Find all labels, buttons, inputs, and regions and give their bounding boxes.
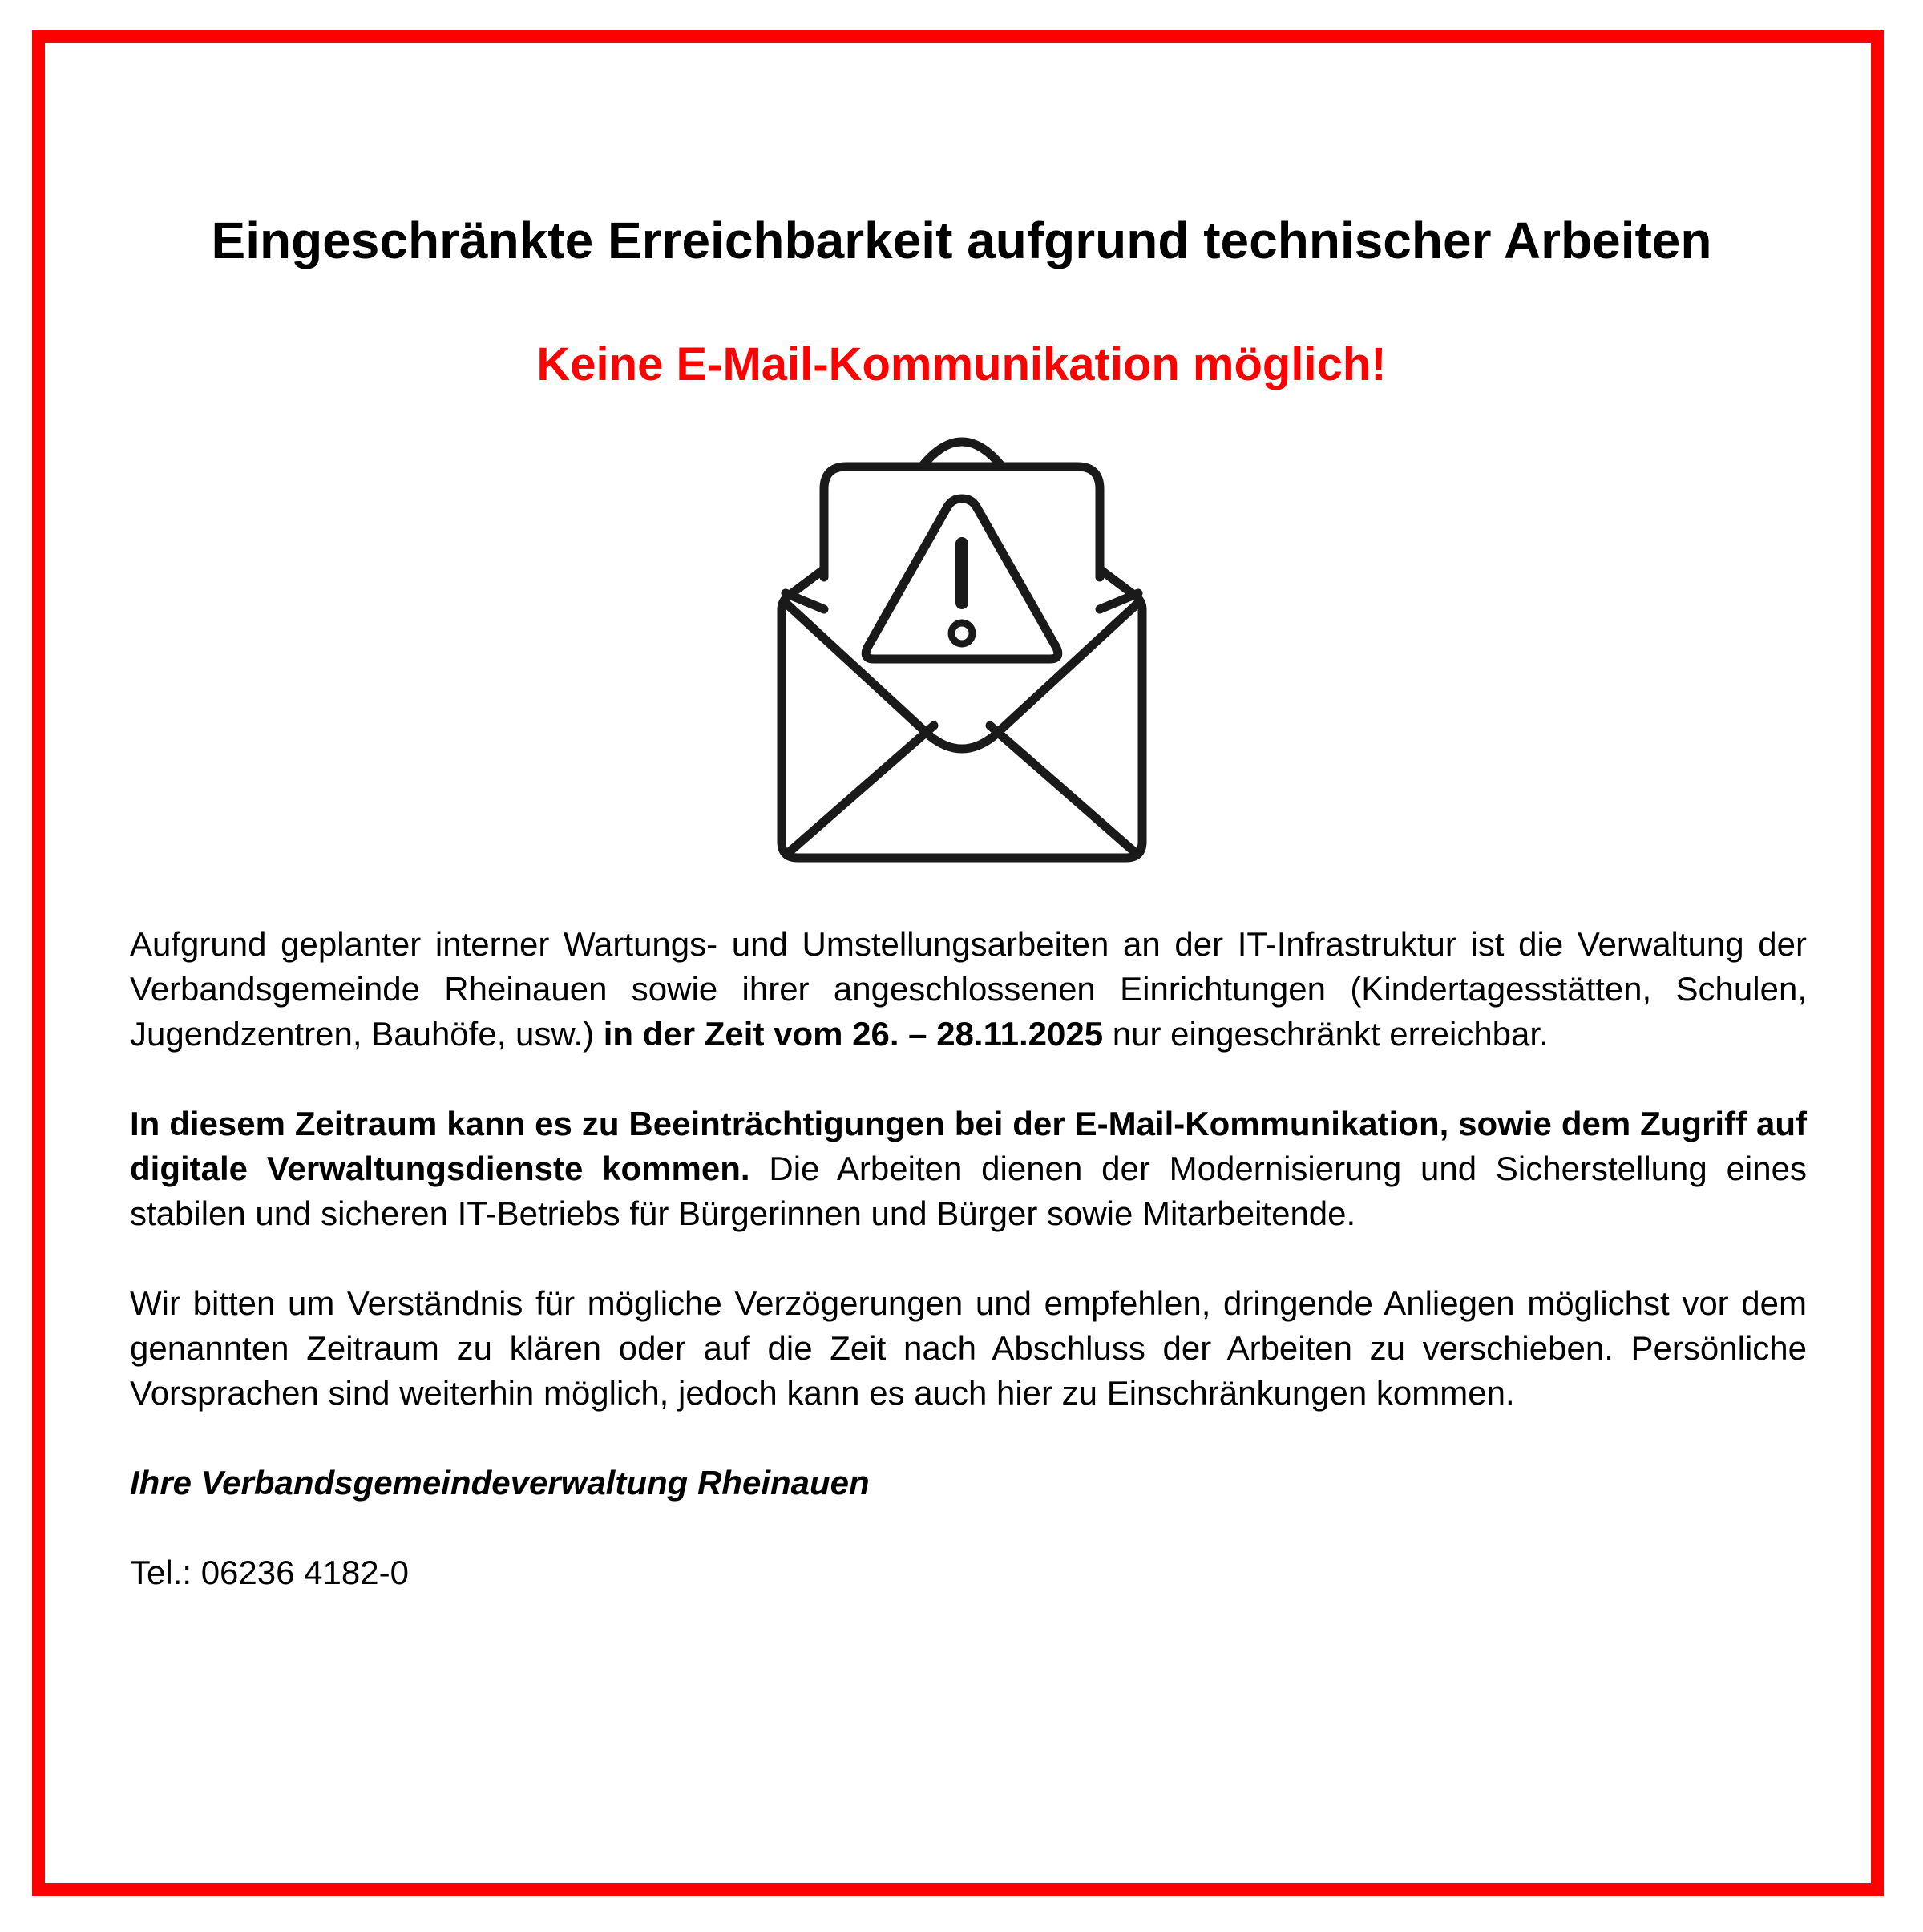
paragraph-2-text: Die Arbeiten dienen der Modernisierung und Sicherstellung eines stabilen und sicheren IT-Betriebs für Bürgerinnen und Bürger sowie Mitarbeitende.	[130, 1150, 1807, 1232]
paragraph-1-end: nur eingeschränkt erreichbar.	[1103, 1015, 1549, 1053]
signature: Ihre Verbandsgemeindeverwaltung Rheinauen	[130, 1464, 870, 1502]
warning-subtitle: Keine E-Mail-Kommunikation möglich!	[536, 338, 1387, 390]
paragraph-3: Wir bitten um Verständnis für mögliche Verzögerungen und empfehlen, dringende Anliegen möglichst vor dem genannten Zeitraum zu klären oder auf die Zeit nach Abschluss der Arbeiten zu verschieben. Persönliche Vorsprachen sind weiterhin möglich, jedoch kann es auch hier zu Einschränkungen kommen.	[130, 1284, 1807, 1412]
telephone: Tel.: 06236 4182-0	[130, 1554, 409, 1591]
exclamation-bar	[955, 537, 968, 609]
paragraph-2	[130, 1101, 1807, 1236]
exclamation-dot	[951, 623, 972, 644]
paragraph-1	[130, 922, 1807, 1057]
notice-body	[130, 922, 1807, 1640]
paragraph-2-bold: In diesem Zeitraum kann es zu Beeinträchtigungen bei der E-Mail-Kommunikation, sowie dem Zugriff auf digitale Verwaltungsdienste kommen.	[130, 1105, 1807, 1187]
date-range: in der Zeit vom 26. – 28.11.2025	[603, 1015, 1104, 1053]
page-title: Eingeschränkte Erreichbarkeit aufgrund technischer Arbeiten	[211, 212, 1712, 269]
envelope-warning-icon	[762, 425, 1162, 874]
paragraph-1-text: Aufgrund geplanter interner Wartungs- und Umstellungsarbeiten an der IT-Infrastruktur ist die Verwaltung der Verbandsgemeinde Rheinauen sowie ihrer angeschlossenen Einrichtungen (Kindertagesstätten, Schulen, Jugendzentren, Bauhöfe, usw.)	[130, 925, 1807, 1053]
